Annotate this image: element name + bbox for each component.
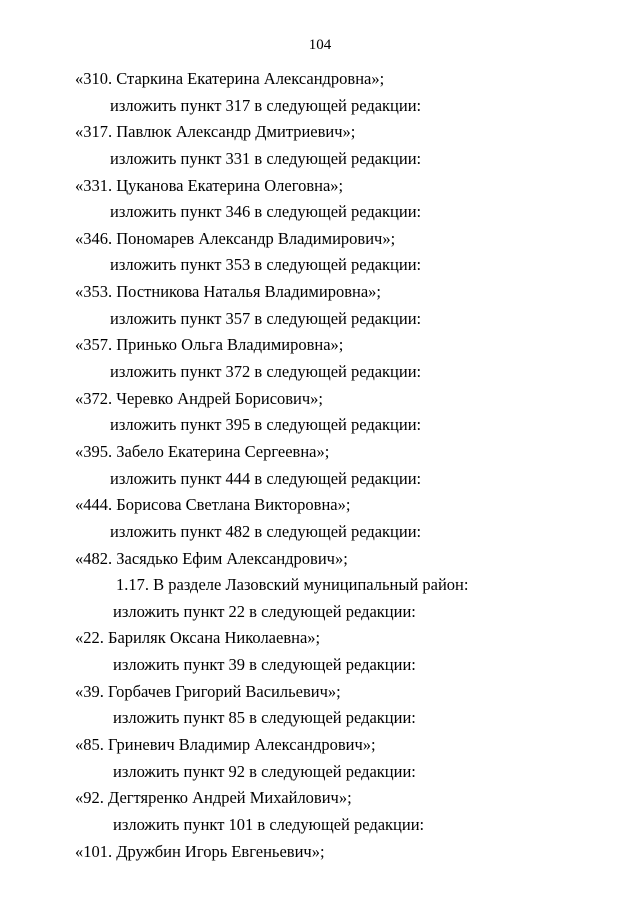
amendment-instruction: изложить пункт 85 в следующей редакции: xyxy=(113,708,416,728)
list-entry: «357. Принько Ольга Владимировна»; xyxy=(75,335,344,355)
page-number: 104 xyxy=(308,37,332,53)
list-entry: «92. Дегтяренко Андрей Михайлович»; xyxy=(75,788,352,808)
amendment-instruction: изложить пункт 92 в следующей редакции: xyxy=(113,761,416,781)
amendment-instruction: изложить пункт 482 в следующей редакции: xyxy=(110,521,422,541)
amendment-instruction: изложить пункт 372 в следующей редакции: xyxy=(110,362,422,382)
amendment-instruction: изложить пункт 22 в следующей редакции: xyxy=(113,601,416,621)
list-entry: «85. Гриневич Владимир Александрович»; xyxy=(75,735,376,755)
list-entry: «444. Борисова Светлана Викторовна»; xyxy=(75,495,351,515)
amendment-instruction: изложить пункт 444 в следующей редакции: xyxy=(110,468,422,488)
amendment-instruction: изложить пункт 353 в следующей редакции: xyxy=(110,255,422,275)
amendment-instruction: изложить пункт 331 в следующей редакции: xyxy=(110,148,422,168)
amendment-instruction: изложить пункт 346 в следующей редакции: xyxy=(110,202,422,222)
amendment-instruction: изложить пункт 395 в следующей редакции: xyxy=(110,415,422,435)
amendment-instruction: изложить пункт 101 в следующей редакции: xyxy=(113,814,425,834)
amendment-instruction: изложить пункт 39 в следующей редакции: xyxy=(113,655,416,675)
document-body xyxy=(0,68,640,867)
list-entry: «317. Павлюк Александр Дмитриевич»; xyxy=(75,122,356,142)
list-entry: «22. Бариляк Оксана Николаевна»; xyxy=(75,628,321,648)
list-entry: «101. Дружбин Игорь Евгеньевич»; xyxy=(75,841,325,861)
amendment-instruction: изложить пункт 357 в следующей редакции: xyxy=(110,308,422,328)
list-entry: «395. Забело Екатерина Сергеевна»; xyxy=(75,441,330,461)
list-entry: «310. Старкина Екатерина Александровна»; xyxy=(75,69,385,88)
list-entry: «372. Черевко Андрей Борисович»; xyxy=(75,388,324,408)
list-entry: «331. Цуканова Екатерина Олеговна»; xyxy=(75,175,344,195)
section-heading: 1.17. В разделе Лазовский муниципальный район: xyxy=(116,575,469,595)
amendment-instruction: изложить пункт 317 в следующей редакции: xyxy=(110,95,422,115)
list-entry: «353. Постникова Наталья Владимировна»; xyxy=(75,282,381,302)
list-entry: «39. Горбачев Григорий Васильевич»; xyxy=(75,681,341,701)
list-entry: «346. Пономарев Александр Владимирович»; xyxy=(75,228,396,248)
list-entry: «482. Засядько Ефим Александрович»; xyxy=(75,548,348,568)
